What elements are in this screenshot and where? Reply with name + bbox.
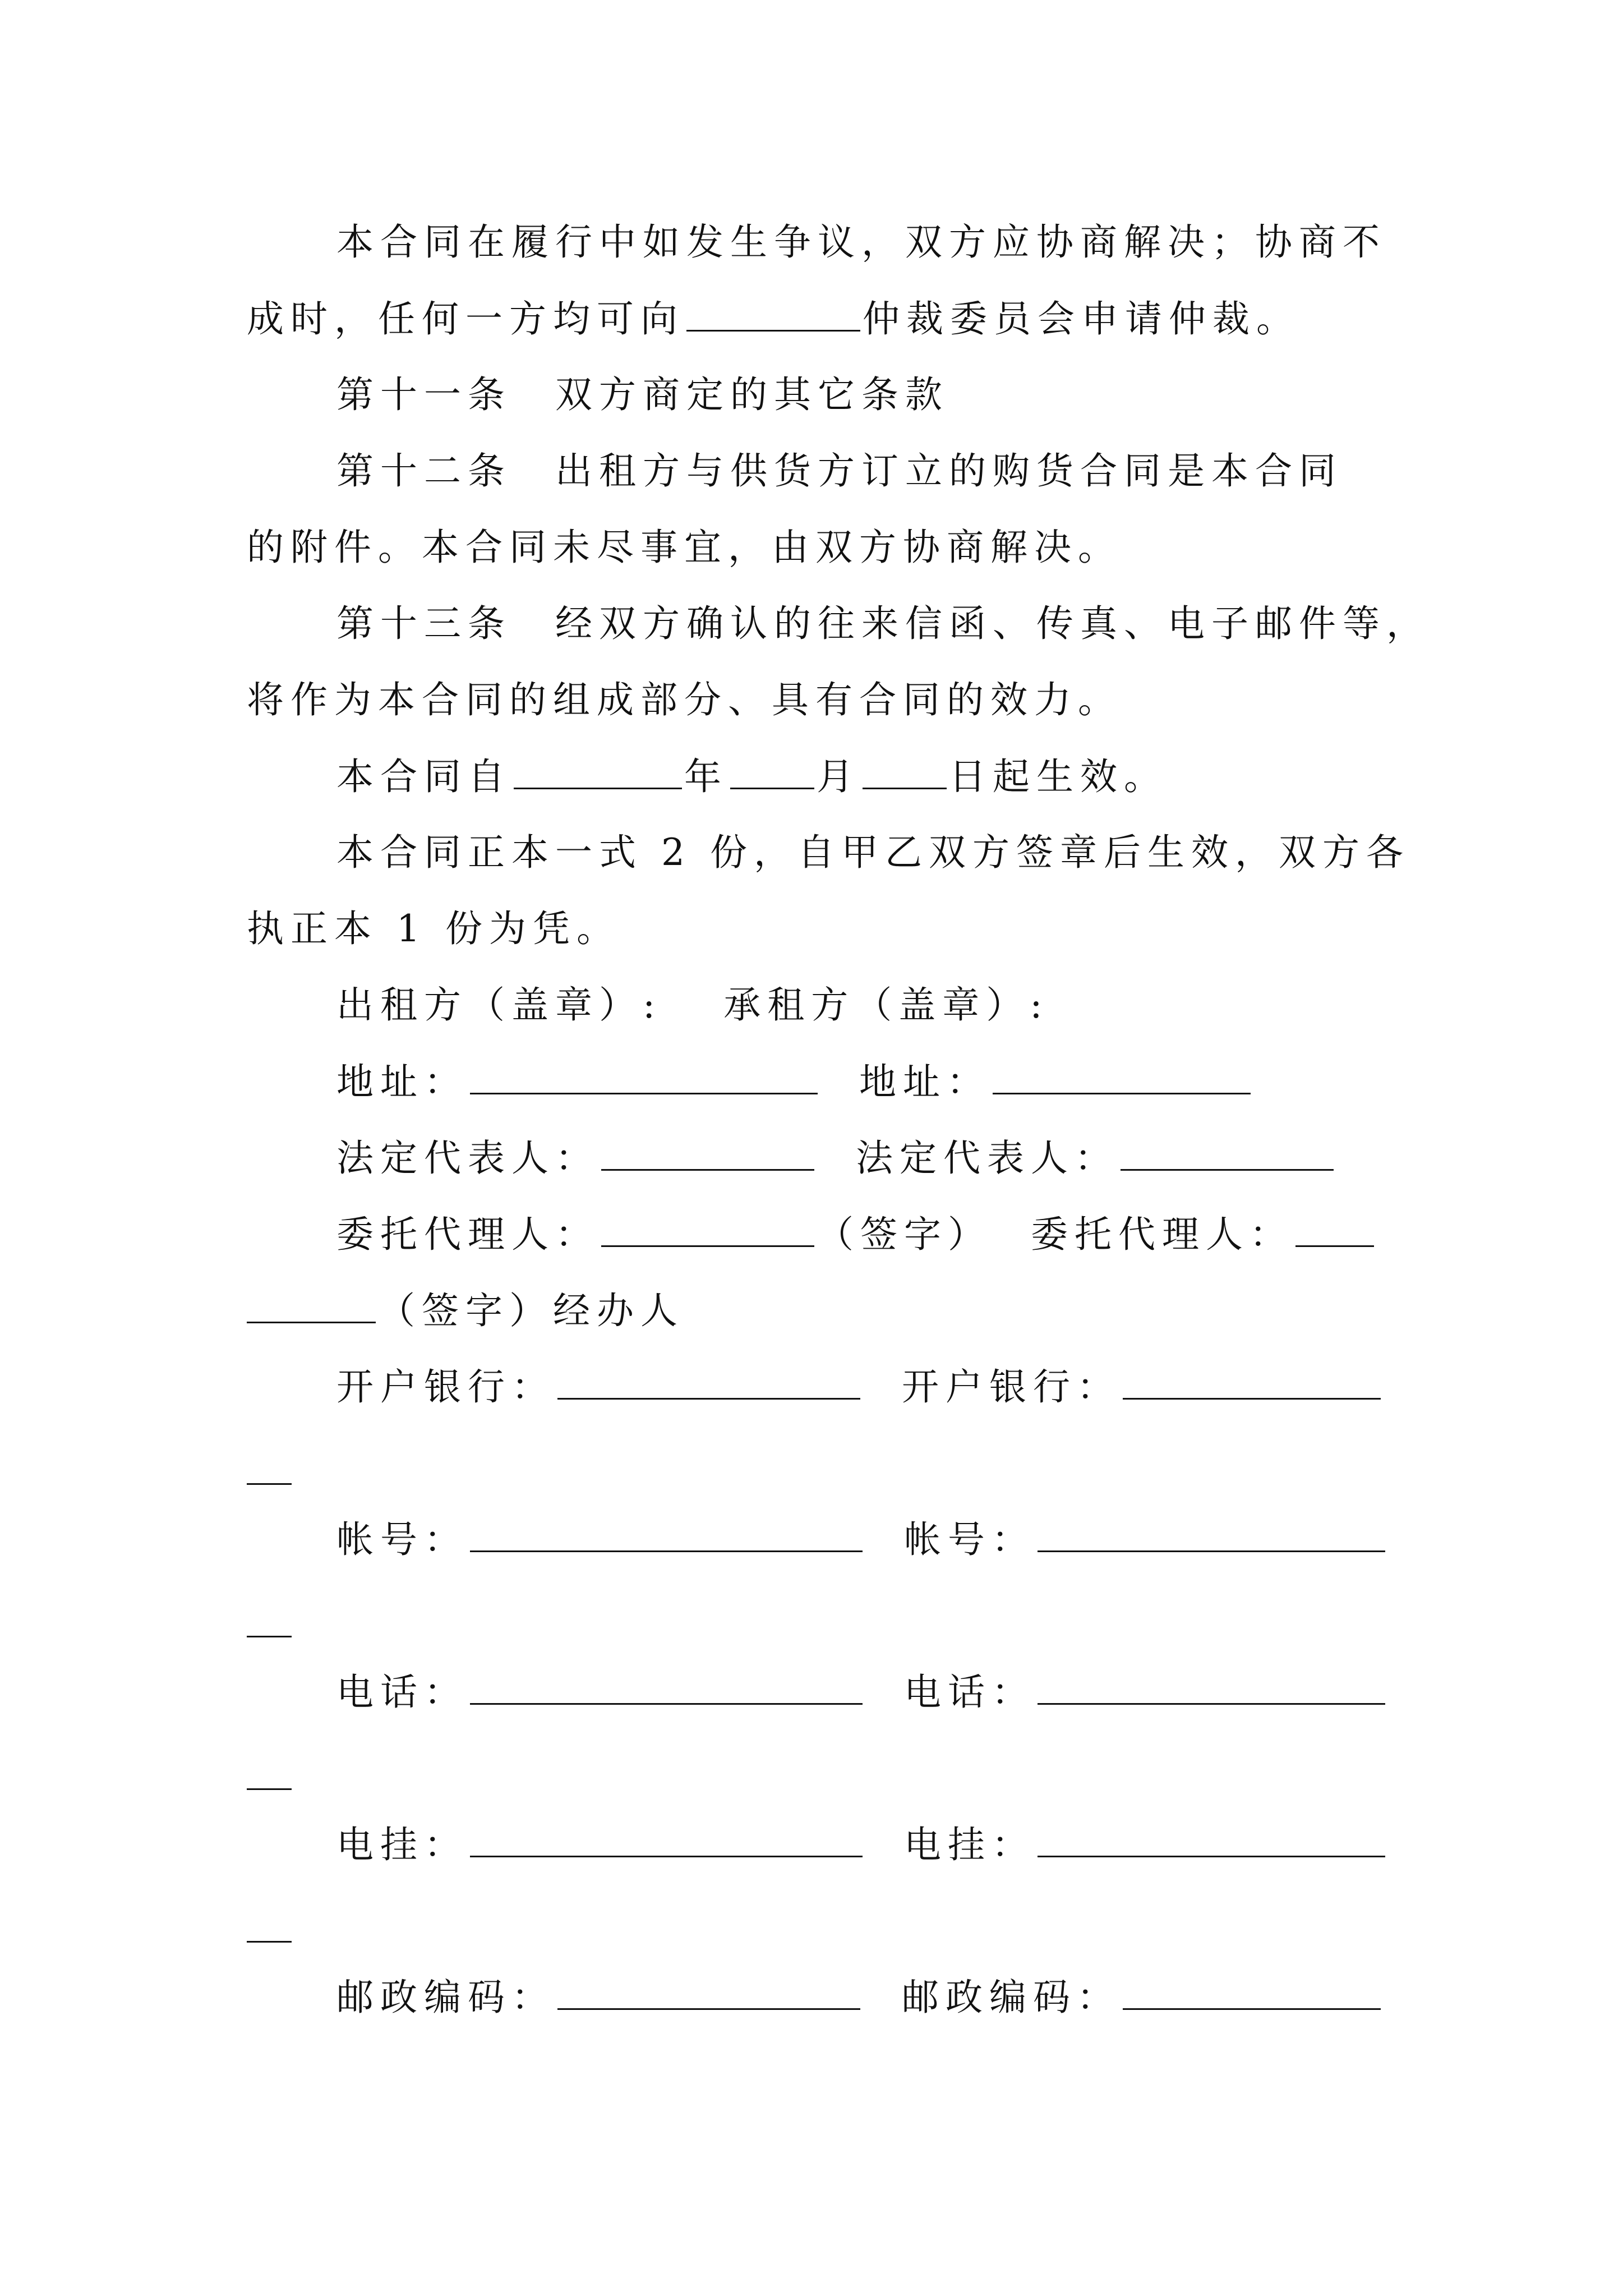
article-12-line1: 第十二条 出租方与供货方订立的购货合同是本合同: [336, 449, 1343, 493]
lessor-bank-label: 开户银行：: [336, 1365, 555, 1409]
lessor-account-label: 帐号：: [336, 1518, 468, 1561]
agent-line-continued: [247, 1288, 684, 1333]
dispute-clause-text-a: 成时，任何一方均可向: [247, 297, 684, 341]
lessee-address-label: 地址：: [859, 1060, 990, 1103]
article-11: 第十一条 双方商定的其它条款: [336, 373, 949, 416]
account-line: [336, 1517, 1387, 1562]
lessor-telegraph-label: 电挂：: [336, 1823, 468, 1866]
year-label: 年: [684, 755, 728, 798]
seal-line: [336, 983, 1049, 1028]
effective-month-blank[interactable]: [730, 754, 814, 789]
dispute-clause-text-b: 仲裁委员会申请仲裁。: [863, 297, 1300, 341]
lessor-agent-field[interactable]: [601, 1212, 814, 1247]
copies-line1: 本合同正本一式 2 份，自甲乙双方签章后生效，双方各: [336, 831, 1410, 874]
lessor-agent-label: 委托代理人：: [336, 1213, 599, 1256]
lessor-legal-rep-field[interactable]: [601, 1135, 814, 1171]
lessee-phone-field[interactable]: [1038, 1669, 1385, 1705]
lessor-bank-field[interactable]: [557, 1364, 860, 1400]
lessee-bank-label: 开户银行：: [902, 1365, 1121, 1409]
month-label: 月: [817, 755, 860, 798]
telegraph-line: [336, 1822, 1387, 1867]
article-13-line1: 第十三条 经双方确认的往来信函、传真、电子邮件等，: [336, 602, 1430, 645]
effective-date-line: [336, 754, 1168, 799]
postcode-line: [336, 1975, 1383, 2020]
lessor-legal-rep-label: 法定代表人：: [336, 1137, 599, 1180]
lessee-telegraph-field[interactable]: [1038, 1822, 1385, 1857]
dispute-clause-line1: 本合同在履行中如发生争议，双方应协商解决；协商不: [336, 220, 1386, 264]
copies-line2: 执正本 1 份为凭。: [247, 907, 620, 950]
lessee-agent-field-continued[interactable]: [247, 1288, 376, 1323]
day-label: 日起生效。: [949, 755, 1168, 798]
lessor-account-field[interactable]: [470, 1517, 863, 1552]
lessee-bank-field[interactable]: [1123, 1364, 1381, 1400]
lessee-phone-label: 电话：: [904, 1671, 1035, 1714]
phone-line: [336, 1669, 1387, 1715]
lessee-postcode-field[interactable]: [1123, 1975, 1381, 2010]
lessor-sign-label: （签字）: [817, 1213, 992, 1256]
bank-line-overflow-dash: [247, 1483, 292, 1485]
address-line: [336, 1059, 1253, 1105]
phone-line-overflow-dash: [247, 1788, 292, 1790]
lessee-legal-rep-field[interactable]: [1121, 1135, 1334, 1171]
effective-day-blank[interactable]: [863, 754, 947, 789]
effective-date-text: 本合同自: [336, 755, 511, 798]
lessee-agent-field[interactable]: [1295, 1212, 1374, 1247]
lessor-address-field[interactable]: [470, 1059, 818, 1094]
lessee-postcode-label: 邮政编码：: [902, 1976, 1121, 2019]
lessor-address-label: 地址：: [336, 1060, 468, 1103]
account-line-overflow-dash: [247, 1636, 292, 1637]
lessor-phone-label: 电话：: [336, 1671, 468, 1714]
bank-line: [336, 1364, 1383, 1410]
effective-year-blank[interactable]: [514, 754, 682, 789]
lessee-telegraph-label: 电挂：: [904, 1823, 1035, 1866]
lessee-seal-label: 承租方（盖章）:: [723, 983, 1049, 1027]
lessor-telegraph-field[interactable]: [470, 1822, 863, 1857]
lessee-account-label: 帐号：: [904, 1518, 1035, 1561]
lessor-postcode-field[interactable]: [557, 1975, 860, 2010]
article-12-line2: 的附件。本合同未尽事宜，由双方协商解决。: [247, 526, 1122, 569]
article-13-line2: 将作为本合同的组成部分、具有合同的效力。: [247, 678, 1122, 721]
lessee-address-field[interactable]: [993, 1059, 1251, 1094]
agent-line: [336, 1212, 1376, 1257]
dispute-clause-line2: [247, 296, 1300, 342]
lessee-sign-handler-label: （签字）经办人: [378, 1289, 684, 1332]
lessor-phone-field[interactable]: [470, 1669, 863, 1705]
arbitration-committee-blank[interactable]: [686, 296, 860, 332]
legal-rep-line: [336, 1135, 1336, 1181]
lessor-postcode-label: 邮政编码：: [336, 1976, 555, 2019]
lessee-agent-label: 委托代理人：: [1031, 1213, 1293, 1256]
lessee-account-field[interactable]: [1038, 1517, 1385, 1552]
lessor-seal-label: 出租方（盖章）:: [336, 983, 662, 1027]
telegraph-line-overflow-dash: [247, 1941, 292, 1943]
lessee-legal-rep-label: 法定代表人：: [856, 1137, 1118, 1180]
